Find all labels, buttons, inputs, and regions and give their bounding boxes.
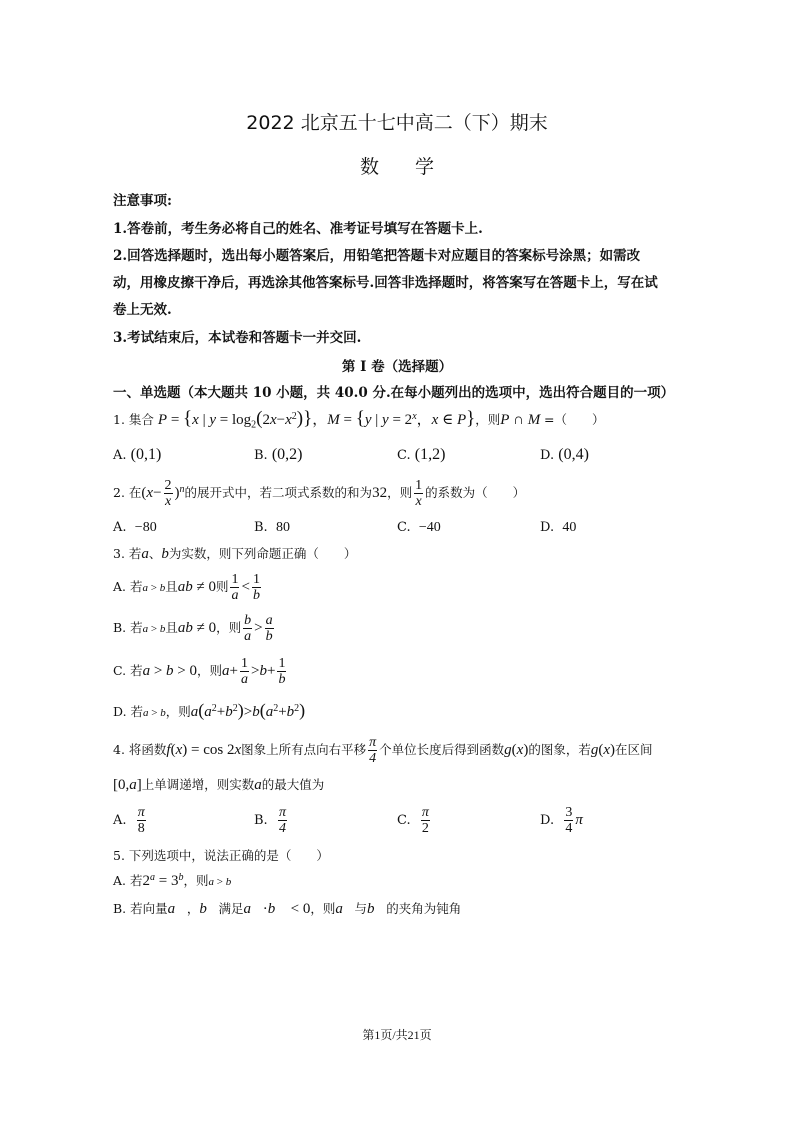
q3-option-b: B. 若a > b且ab ≠ 0，则 $\frac{b}{a}$ > $\frac{a}{b}$ bbox=[113, 613, 273, 644]
q1-stem: 1. 集合 bbox=[113, 412, 154, 427]
question-5: 5. 下列选项中，说法正确的是（ ） bbox=[113, 848, 329, 863]
q1-option-b: B. (0,2) bbox=[254, 446, 303, 463]
q3-option-a: A. 若a > b且ab ≠ 0则 $\frac{1}{a}$ < $\frac{1}{b}$ bbox=[113, 572, 260, 603]
question-3: 3. 若a、b为实数，则下列命题正确（ ） bbox=[113, 546, 357, 562]
q3-option-d: D. 若a > b，则$a(a^2+b^2)>b(a^2+b^2)$ bbox=[113, 700, 306, 720]
q2-option-d: D. 40 bbox=[540, 520, 577, 535]
notice-item-2-end: 卷上无效. bbox=[113, 302, 172, 318]
question-4-line-2: [0,a]上单调递增，则实数a的最大值为 bbox=[113, 777, 325, 793]
q5-option-a: A. 若$2^a = 3^b$，则a > b bbox=[113, 871, 232, 889]
q4-option-d: D. $\frac{3}{4}$ π bbox=[540, 805, 583, 836]
notice-heading: 注意事项: bbox=[113, 193, 172, 209]
q1-option-d: D. (0,4) bbox=[540, 446, 589, 463]
q1-paren: =（ ） bbox=[544, 412, 605, 427]
q1-option-c: C. (1,2) bbox=[397, 446, 446, 463]
q4-option-c: C. $\frac{\pi}{2}$ bbox=[397, 805, 429, 836]
question-4: 4. 将函数f(x) = cos 2x图象上所有点向右平移 $\frac{\pi}{4}$ 个单位长度后得到函数g(x)的图象，若g(x)在区间 bbox=[113, 735, 653, 766]
page-footer: 第1页/共21页 bbox=[362, 1028, 432, 1042]
q4-option-a: A. $\frac{\pi}{8}$ bbox=[113, 805, 145, 836]
q1-option-a: A. (0,1) bbox=[113, 446, 162, 463]
notice-item-1: 1.答卷前，考生务必将自己的姓名、准考证号填写在答题卡上. bbox=[113, 221, 483, 237]
notice-item-3: 3.考试结束后，本试卷和答题卡一并交回. bbox=[113, 330, 362, 346]
notice-item-2-cont: 动，用橡皮擦干净后，再选涂其他答案标号.回答非选择题时，将答案写在答题卡上，写在试 bbox=[113, 275, 658, 291]
q1-then: ，则 bbox=[475, 412, 501, 427]
subject-title: 数学 bbox=[359, 156, 470, 178]
question-1: 1. 集合 P = {x | $y = \log_2(2x-x^2)$}，M = {y | $y = 2^x$，x ∈ P}，则P ∩ M =（ ） bbox=[113, 408, 605, 431]
q5-option-b: B. 若向量a⃗，b⃗满足a⃗·b⃗ < 0，则a⃗与b⃗的夹角为钝角 bbox=[113, 901, 462, 917]
section-title: 一、单选题（本大题共 10 小题，共 40.0 分.在每小题列出的选项中，选出符合题目的一项） bbox=[113, 385, 675, 401]
q2-option-a: A. −80 bbox=[113, 520, 157, 535]
q2-option-b: B. 80 bbox=[254, 520, 290, 535]
q3-option-c: C. 若a > b > 0，则a+ $\frac{1}{a}$ >b+ $\frac{1}{b}$ bbox=[113, 656, 286, 687]
part-title: 第 I 卷（选择题） bbox=[341, 359, 453, 375]
page-title: 2022 北京五十七中高二（下）期末 bbox=[246, 112, 548, 134]
question-2: 2. 在(x− $\frac{2}{x}$ )$^n$的展开式中，若二项式系数的和为32，则 $\frac{1}{x}$ 的系数为（ ） bbox=[113, 478, 526, 509]
notice-item-2: 2.回答选择题时，选出每小题答案后，用铅笔把答题卡对应题目的答案标号涂黑；如需改 bbox=[113, 248, 641, 264]
q4-option-b: B. $\frac{\pi}{4}$ bbox=[254, 805, 286, 836]
q2-option-c: C. −40 bbox=[397, 520, 441, 535]
